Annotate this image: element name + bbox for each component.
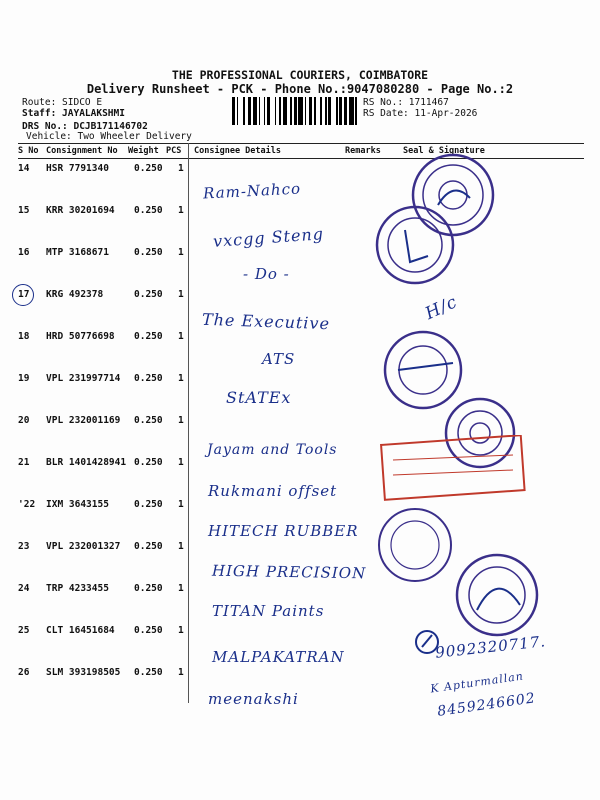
handwriting-consignee-14: Ram-Nahco [202, 179, 302, 203]
row-sno: 19 [18, 373, 30, 384]
col-consignment: Consignment No [46, 146, 118, 156]
row-consignment: TRP 4233455 [46, 583, 109, 594]
handwriting-phone-2: 8459246602 [436, 690, 537, 720]
row-sno: '22 [18, 499, 36, 510]
row-weight: 0.250 [134, 331, 163, 342]
row-consignment: VPL 231997714 [46, 373, 121, 384]
row-consignment: MTP 3168671 [46, 247, 109, 258]
row-weight: 0.250 [134, 583, 163, 594]
col-remarks: Remarks [345, 146, 381, 156]
row-sno: 15 [18, 205, 30, 216]
barcode [232, 97, 360, 125]
handwriting-consignee-19: StATEx [226, 388, 292, 407]
row-pcs: 1 [178, 415, 184, 426]
drs-label: DRS No.: DCJB171146702 [22, 121, 148, 132]
table-header [18, 143, 584, 159]
row-weight: 0.250 [134, 163, 163, 174]
document-title: THE PROFESSIONAL COURIERS, COIMBATORE [171, 68, 429, 82]
row-pcs: 1 [178, 331, 184, 342]
row-pcs: 1 [178, 625, 184, 636]
row-sno: 21 [18, 457, 30, 468]
row-consignment: HRD 50776698 [46, 331, 115, 342]
row-weight: 0.250 [134, 289, 163, 300]
handwriting-receiver-name: K Apturmallan [429, 669, 525, 696]
handwriting-consignee-26: meenakshi [208, 690, 299, 708]
row-sno: 26 [18, 667, 30, 678]
row-sno: 16 [18, 247, 30, 258]
row-pcs: 1 [178, 457, 184, 468]
handwriting-consignee-22: HITECH RUBBER [208, 522, 359, 540]
route-label: Route: SIDCO E [22, 97, 103, 108]
handwriting-consignee-20: Jayam and Tools [207, 442, 338, 458]
row-sno: 17 [18, 289, 30, 300]
handwriting-consignee-15: vxcgg Steng [212, 224, 325, 251]
circular-stamp-icon [370, 500, 460, 590]
vehicle-label: Vehicle: Two Wheeler Delivery [26, 131, 192, 142]
row-pcs: 1 [178, 289, 184, 300]
col-seal: Seal & Signature [403, 146, 485, 156]
handwriting-consignee-24: TITAN Paints [212, 602, 325, 620]
row-consignment: VPL 232001327 [46, 541, 121, 552]
row-sno: 25 [18, 625, 30, 636]
row-consignment: CLT 16451684 [46, 625, 115, 636]
row-sno: 20 [18, 415, 30, 426]
col-pcs: PCS [166, 146, 182, 156]
row-pcs: 1 [178, 247, 184, 258]
row-sno: 24 [18, 583, 30, 594]
divider-consignee [188, 143, 189, 703]
handwriting-consignee-17: The Executive [201, 309, 331, 334]
barcode-bar [357, 97, 360, 125]
row-pcs: 1 [178, 205, 184, 216]
row-weight: 0.250 [134, 373, 163, 384]
handwriting-consignee-23: HIGH PRECISION [211, 561, 367, 583]
row-pcs: 1 [178, 667, 184, 678]
handwriting-consignee-21: Rukmani offset [208, 482, 338, 500]
row-sno: 18 [18, 331, 30, 342]
rs-number: RS No.: 1711467 [363, 97, 449, 108]
row-weight: 0.250 [134, 415, 163, 426]
col-sno: S No [18, 146, 39, 156]
row-pcs: 1 [178, 499, 184, 510]
row-sno: 23 [18, 541, 30, 552]
col-weight: Weight [128, 146, 159, 156]
row-weight: 0.250 [134, 457, 163, 468]
handwriting-phone-1: 9092320717. [434, 632, 547, 662]
handwriting-consignee-18: ATS [262, 350, 296, 368]
row-weight: 0.250 [134, 499, 163, 510]
row-consignment: IXM 3643155 [46, 499, 109, 510]
row-consignment: SLM 393198505 [46, 667, 121, 678]
handwriting-remark: H/c [422, 291, 461, 325]
staff-label: Staff: JAYALAKSHMI [22, 108, 125, 119]
row-pcs: 1 [178, 163, 184, 174]
row-weight: 0.250 [134, 541, 163, 552]
row-pcs: 1 [178, 373, 184, 384]
handwriting-consignee-16: - Do - [243, 265, 290, 283]
row-consignment: HSR 7791340 [46, 163, 109, 174]
row-consignment: BLR 1401428941 [46, 457, 127, 468]
row-weight: 0.250 [134, 667, 163, 678]
handwriting-consignee-25: MALPAKATRAN [212, 648, 345, 666]
col-consignee: Consignee Details [194, 146, 281, 156]
document-subtitle: Delivery Runsheet - PCK - Phone No.:9047080280 - Page No.:2 [86, 82, 514, 96]
circular-stamp-icon [370, 200, 460, 290]
row-consignment: VPL 232001169 [46, 415, 121, 426]
row-consignment: KRG 492378 [46, 289, 104, 300]
row-weight: 0.250 [134, 625, 163, 636]
rs-date: RS Date: 11-Apr-2026 [363, 108, 478, 119]
row-weight: 0.250 [134, 247, 163, 258]
row-weight: 0.250 [134, 205, 163, 216]
signature-mark-icon [412, 627, 442, 657]
row-consignment: KRR 30201694 [46, 205, 115, 216]
circular-stamp-icon [452, 550, 542, 640]
rectangular-stamp-icon [378, 435, 528, 505]
circled-row-mark [12, 284, 34, 306]
row-sno: 14 [18, 163, 30, 174]
row-pcs: 1 [178, 541, 184, 552]
row-pcs: 1 [178, 583, 184, 594]
